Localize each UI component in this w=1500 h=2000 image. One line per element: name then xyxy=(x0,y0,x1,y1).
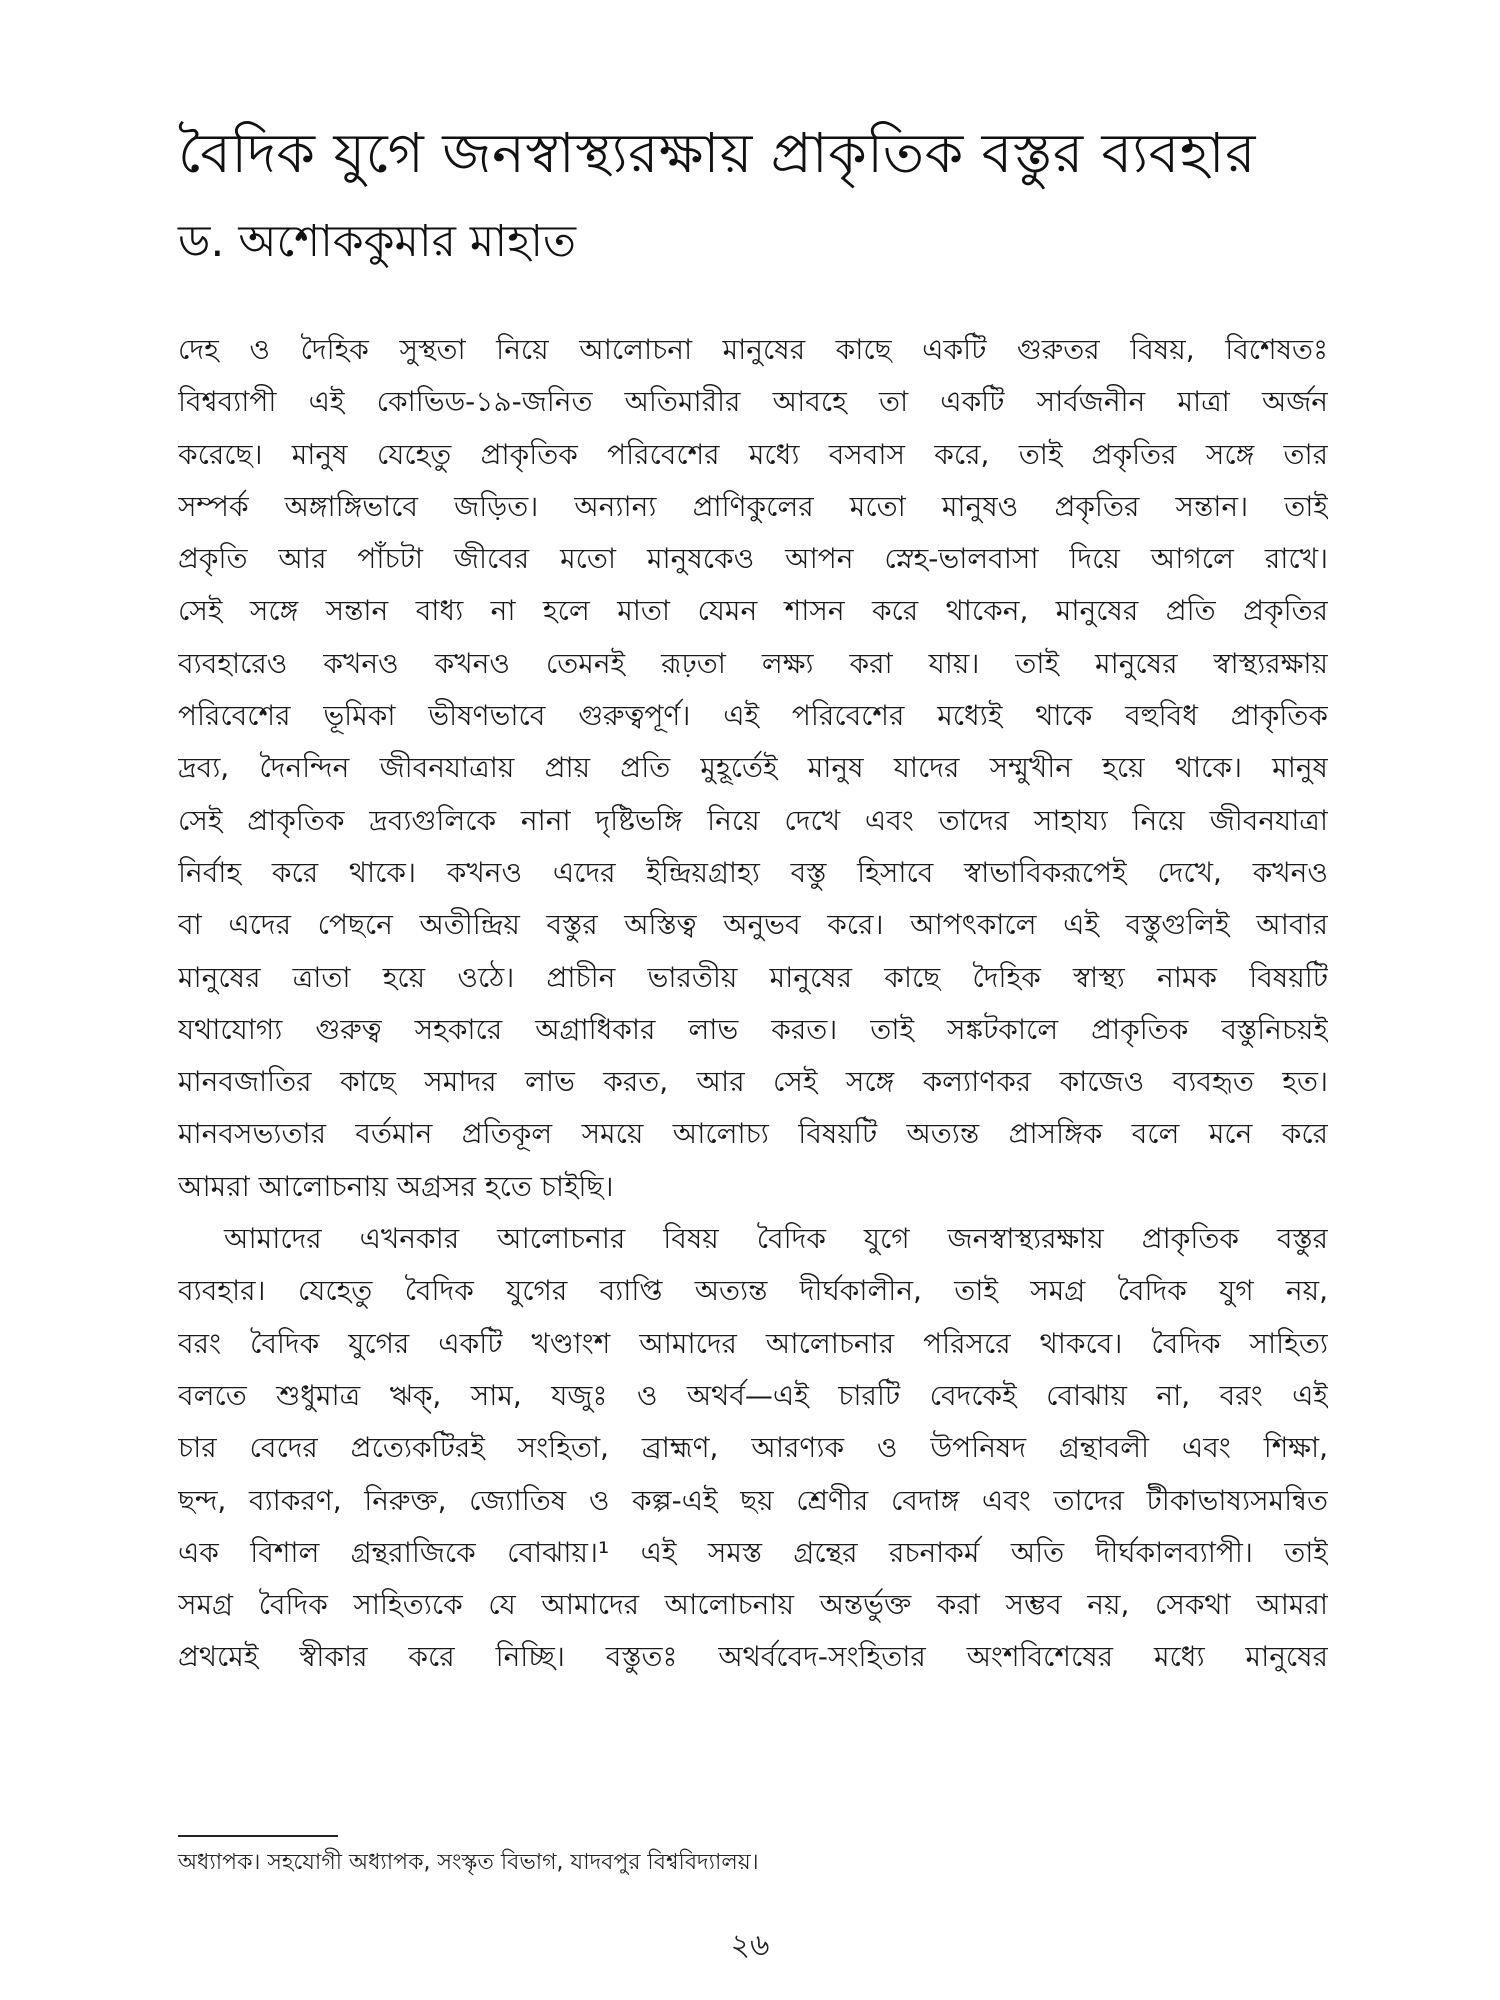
body-line: ব্যবহার। যেহেতু বৈদিক যুগের ব্যাপ্তি অত্যন্ত দীর্ঘকালীন, তাই সমগ্র বৈদিক যুগ নয়, xyxy=(178,1274,1328,1308)
body-line: নির্বাহ করে থাকে। কখনও এদের ইন্দ্রিয়গ্রাহ্য বস্তু হিসাবে স্বাভাবিকরূপেই দেখে, কখনও xyxy=(178,855,1328,889)
body-line: সেই সঙ্গে সন্তান বাধ্য না হলে মাতা যেমন শাসন করে থাকেন, মানুষের প্রতি প্রকৃতির xyxy=(178,594,1328,628)
body-line: বলতে শুধুমাত্র ঋক্, সাম, যজুঃ ও অথর্ব—এই চারটি বেদকেই বোঝায় না, বরং এই xyxy=(178,1378,1328,1412)
body-line: ব্যবহারেও কখনও কখনও তেমনই রূঢ়তা লক্ষ্য করা যায়। তাই মানুষের স্বাস্থ্যরক্ষায় xyxy=(178,646,1328,680)
body-line: সেই প্রাকৃতিক দ্রব্যগুলিকে নানা দৃষ্টিভঙ্গি নিয়ে দেখে এবং তাদের সাহায্য নিয়ে জীবনযাত্রা xyxy=(178,803,1328,837)
body-line: মানবসভ্যতার বর্তমান প্রতিকূল সময়ে আলোচ্য বিষয়টি অত্যন্ত প্রাসঙ্গিক বলে মনে করে xyxy=(178,1117,1328,1151)
body-line: যথাযোগ্য গুরুত্ব সহকারে অগ্রাধিকার লাভ করত। তাই সঙ্কটকালে প্রাকৃতিক বস্তুনিচয়ই xyxy=(178,1012,1328,1046)
body-line: পরিবেশের ভূমিকা ভীষণভাবে গুরুত্বপূর্ণ। এই পরিবেশের মধ্যেই থাকে বহুবিধ প্রাকৃতিক xyxy=(178,699,1328,733)
article-author: ড. অশোককুমার মাহাত xyxy=(178,216,576,267)
article-title: বৈদিক যুগে জনস্বাস্থ্যরক্ষায় প্রাকৃতিক বস্তুর ব্যবহার xyxy=(178,121,1256,185)
body-line: আমাদের এখনকার আলোচনার বিষয় বৈদিক যুগে জনস্বাস্থ্যরক্ষায় প্রাকৃতিক বস্তুর xyxy=(224,1222,1328,1256)
body-line: সমগ্র বৈদিক সাহিত্যকে যে আমাদের আলোচনায় অন্তর্ভুক্ত করা সম্ভব নয়, সেকথা আমরা xyxy=(178,1588,1328,1622)
body-line: ছন্দ, ব্যাকরণ, নিরুক্ত, জ্যোতিষ ও কল্প-এই ছয় শ্রেণীর বেদাঙ্গ এবং তাদের টীকাভাষ্যসমন্বিত xyxy=(178,1483,1328,1517)
body-line: করেছে। মানুষ যেহেতু প্রাকৃতিক পরিবেশের মধ্যে বসবাস করে, তাই প্রকৃতির সঙ্গে তার xyxy=(178,437,1328,471)
body-line: চার বেদের প্রত্যেকটিরই সংহিতা, ব্রাহ্মণ, আরণ্যক ও উপনিষদ গ্রন্থাবলী এবং শিক্ষা, xyxy=(178,1431,1328,1465)
body-line: প্রকৃতি আর পাঁচটা জীবের মতো মানুষকেও আপন স্নেহ-ভালবাসা দিয়ে আগলে রাখে। xyxy=(178,542,1328,576)
body-line: সম্পর্ক অঙ্গাঙ্গিভাবে জড়িত। অন্যান্য প্রাণিকুলের মতো মানুষও প্রকৃতির সন্তান। তাই xyxy=(178,489,1328,523)
article-body xyxy=(178,324,1328,1684)
body-line: বরং বৈদিক যুগের একটি খণ্ডাংশ আমাদের আলোচনার পরিসরে থাকবে। বৈদিক সাহিত্য xyxy=(178,1326,1328,1360)
body-line: মানবজাতির কাছে সমাদর লাভ করত, আর সেই সঙ্গে কল্যাণকর কাজেও ব্যবহৃত হত। xyxy=(178,1065,1328,1099)
page-number: ২৬ xyxy=(730,1928,770,1963)
body-line: প্রথমেই স্বীকার করে নিচ্ছি। বস্তুতঃ অথর্ববেদ-সংহিতার অংশবিশেষের মধ্যে মানুষের xyxy=(178,1640,1328,1674)
footnote: অধ্যাপক। সহযোগী অধ্যাপক, সংস্কৃত বিভাগ, যাদবপুর বিশ্ববিদ্যালয়। xyxy=(178,1850,759,1875)
body-line: দেহ ও দৈহিক সুস্থতা নিয়ে আলোচনা মানুষের কাছে একটি গুরুতর বিষয়, বিশেষতঃ xyxy=(178,333,1328,366)
body-line: বা এদের পেছনে অতীন্দ্রিয় বস্তুর অস্তিত্ব অনুভব করে। আপৎকালে এই বস্তুগুলিই আবার xyxy=(178,908,1328,942)
body-line: আমরা আলোচনায় অগ্রসর হতে চাইছি। xyxy=(178,1169,614,1203)
body-line: এক বিশাল গ্রন্থরাজিকে বোঝায়।¹ এই সমস্ত গ্রন্থের রচনাকর্ম অতি দীর্ঘকালব্যাপী। তাই xyxy=(178,1535,1328,1569)
body-line: বিশ্বব্যাপী এই কোভিড-১৯-জনিত অতিমারীর আবহে তা একটি সার্বজনীন মাত্রা অর্জন xyxy=(178,385,1328,419)
footnote-divider xyxy=(178,1835,338,1837)
body-line: দ্রব্য, দৈনন্দিন জীবনযাত্রায় প্রায় প্রতি মুহূর্তেই মানুষ যাদের সম্মুখীন হয়ে থাকে। মানুষ xyxy=(178,751,1328,785)
body-line: মানুষের ত্রাতা হয়ে ওঠে। প্রাচীন ভারতীয় মানুষের কাছে দৈহিক স্বাস্থ্য নামক বিষয়টি xyxy=(178,960,1328,994)
